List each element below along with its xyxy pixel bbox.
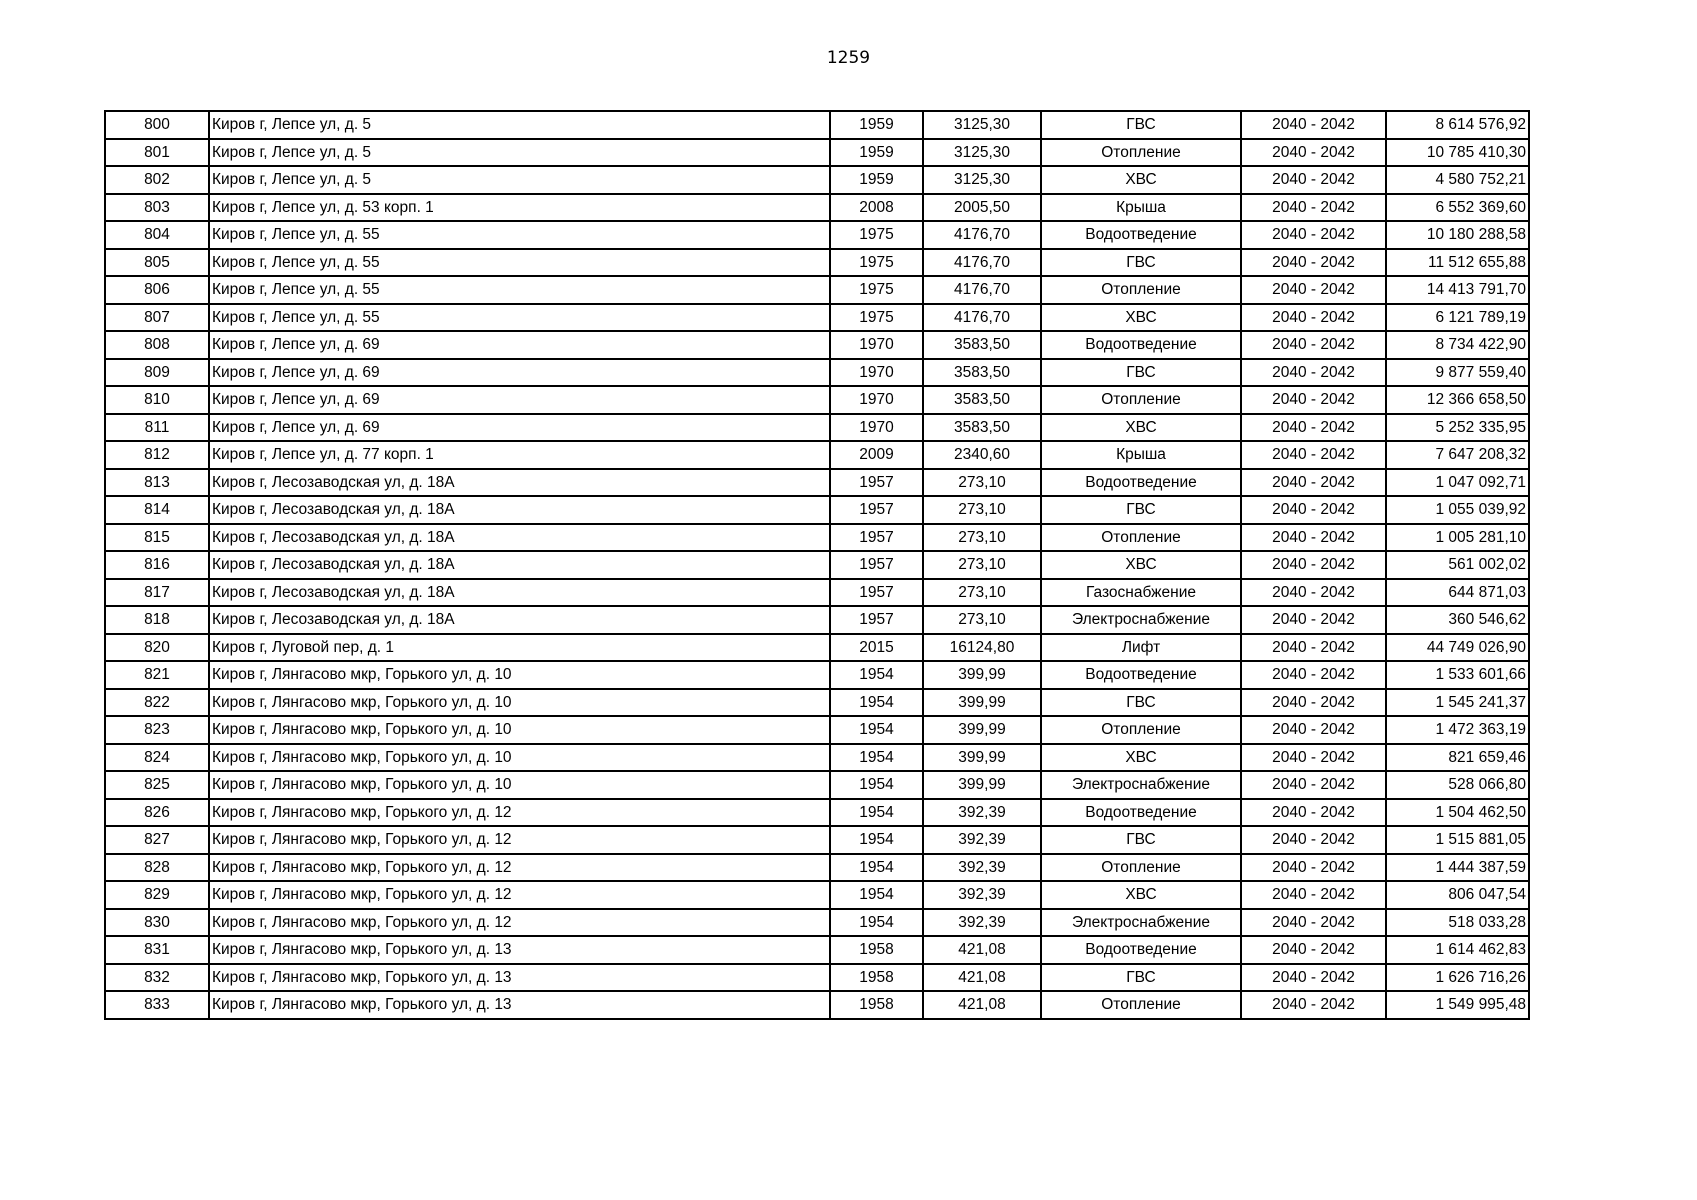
year-cell: 1958 <box>830 991 923 1019</box>
period-cell: 2040 - 2042 <box>1241 991 1386 1019</box>
address-cell: Киров г, Лянгасово мкр, Горького ул, д. 12 <box>209 909 830 937</box>
work-type-cell: Электроснабжение <box>1041 606 1241 634</box>
table-row <box>105 359 1529 387</box>
row-number-cell: 825 <box>105 771 209 799</box>
row-number-cell: 809 <box>105 359 209 387</box>
period-cell: 2040 - 2042 <box>1241 854 1386 882</box>
work-type-cell: Водоотведение <box>1041 661 1241 689</box>
table-row <box>105 881 1529 909</box>
cost-cell: 6 121 789,19 <box>1386 304 1529 332</box>
address-cell: Киров г, Лянгасово мкр, Горького ул, д. 13 <box>209 936 830 964</box>
area-cell: 2005,50 <box>923 194 1041 222</box>
row-number-cell: 822 <box>105 689 209 717</box>
cost-cell: 1 515 881,05 <box>1386 826 1529 854</box>
period-cell: 2040 - 2042 <box>1241 331 1386 359</box>
work-type-cell: Отопление <box>1041 991 1241 1019</box>
cost-cell: 644 871,03 <box>1386 579 1529 607</box>
address-cell: Киров г, Лесозаводская ул, д. 18А <box>209 551 830 579</box>
year-cell: 1957 <box>830 469 923 497</box>
area-cell: 4176,70 <box>923 304 1041 332</box>
area-cell: 16124,80 <box>923 634 1041 662</box>
period-cell: 2040 - 2042 <box>1241 634 1386 662</box>
cost-cell: 561 002,02 <box>1386 551 1529 579</box>
area-cell: 399,99 <box>923 771 1041 799</box>
area-cell: 392,39 <box>923 799 1041 827</box>
cost-cell: 1 626 716,26 <box>1386 964 1529 992</box>
period-cell: 2040 - 2042 <box>1241 964 1386 992</box>
table-row <box>105 606 1529 634</box>
table-row <box>105 744 1529 772</box>
year-cell: 1975 <box>830 276 923 304</box>
year-cell: 1954 <box>830 771 923 799</box>
period-cell: 2040 - 2042 <box>1241 496 1386 524</box>
table-row <box>105 689 1529 717</box>
address-cell: Киров г, Лепсе ул, д. 77 корп. 1 <box>209 441 830 469</box>
work-type-cell: ХВС <box>1041 166 1241 194</box>
row-number-cell: 801 <box>105 139 209 167</box>
work-type-cell: Водоотведение <box>1041 331 1241 359</box>
table-row <box>105 799 1529 827</box>
table-row <box>105 524 1529 552</box>
row-number-cell: 826 <box>105 799 209 827</box>
address-cell: Киров г, Лепсе ул, д. 69 <box>209 331 830 359</box>
cost-cell: 8 734 422,90 <box>1386 331 1529 359</box>
year-cell: 1958 <box>830 936 923 964</box>
work-type-cell: Газоснабжение <box>1041 579 1241 607</box>
row-number-cell: 832 <box>105 964 209 992</box>
table-row <box>105 111 1529 139</box>
work-type-cell: ГВС <box>1041 496 1241 524</box>
area-cell: 392,39 <box>923 881 1041 909</box>
cost-cell: 1 055 039,92 <box>1386 496 1529 524</box>
table-row <box>105 249 1529 277</box>
year-cell: 2015 <box>830 634 923 662</box>
address-cell: Киров г, Лянгасово мкр, Горького ул, д. 10 <box>209 744 830 772</box>
address-cell: Киров г, Лянгасово мкр, Горького ул, д. 10 <box>209 661 830 689</box>
period-cell: 2040 - 2042 <box>1241 414 1386 442</box>
year-cell: 1957 <box>830 496 923 524</box>
table-row <box>105 854 1529 882</box>
table-row <box>105 716 1529 744</box>
cost-cell: 10 180 288,58 <box>1386 221 1529 249</box>
area-cell: 273,10 <box>923 551 1041 579</box>
row-number-cell: 830 <box>105 909 209 937</box>
address-cell: Киров г, Лянгасово мкр, Горького ул, д. 12 <box>209 854 830 882</box>
area-cell: 273,10 <box>923 469 1041 497</box>
cost-cell: 806 047,54 <box>1386 881 1529 909</box>
address-cell: Киров г, Лепсе ул, д. 53 корп. 1 <box>209 194 830 222</box>
period-cell: 2040 - 2042 <box>1241 441 1386 469</box>
period-cell: 2040 - 2042 <box>1241 771 1386 799</box>
area-cell: 273,10 <box>923 496 1041 524</box>
area-cell: 2340,60 <box>923 441 1041 469</box>
address-cell: Киров г, Лянгасово мкр, Горького ул, д. 12 <box>209 799 830 827</box>
work-type-cell: Отопление <box>1041 139 1241 167</box>
row-number-cell: 815 <box>105 524 209 552</box>
cost-cell: 10 785 410,30 <box>1386 139 1529 167</box>
period-cell: 2040 - 2042 <box>1241 276 1386 304</box>
cost-cell: 8 614 576,92 <box>1386 111 1529 139</box>
cost-cell: 6 552 369,60 <box>1386 194 1529 222</box>
row-number-cell: 814 <box>105 496 209 524</box>
area-cell: 392,39 <box>923 854 1041 882</box>
table-row <box>105 304 1529 332</box>
area-cell: 421,08 <box>923 991 1041 1019</box>
cost-cell: 528 066,80 <box>1386 771 1529 799</box>
cost-cell: 360 546,62 <box>1386 606 1529 634</box>
year-cell: 1954 <box>830 909 923 937</box>
work-type-cell: Крыша <box>1041 194 1241 222</box>
cost-cell: 4 580 752,21 <box>1386 166 1529 194</box>
cost-cell: 821 659,46 <box>1386 744 1529 772</box>
period-cell: 2040 - 2042 <box>1241 909 1386 937</box>
work-type-cell: Крыша <box>1041 441 1241 469</box>
address-cell: Киров г, Лепсе ул, д. 5 <box>209 166 830 194</box>
year-cell: 1957 <box>830 606 923 634</box>
row-number-cell: 829 <box>105 881 209 909</box>
period-cell: 2040 - 2042 <box>1241 469 1386 497</box>
row-number-cell: 821 <box>105 661 209 689</box>
work-type-cell: ГВС <box>1041 249 1241 277</box>
year-cell: 1954 <box>830 744 923 772</box>
row-number-cell: 818 <box>105 606 209 634</box>
work-type-cell: ХВС <box>1041 551 1241 579</box>
area-cell: 3583,50 <box>923 414 1041 442</box>
address-cell: Киров г, Лепсе ул, д. 69 <box>209 414 830 442</box>
cost-cell: 1 472 363,19 <box>1386 716 1529 744</box>
area-cell: 273,10 <box>923 524 1041 552</box>
table-row <box>105 441 1529 469</box>
work-type-cell: ГВС <box>1041 359 1241 387</box>
year-cell: 1954 <box>830 854 923 882</box>
work-type-cell: ХВС <box>1041 414 1241 442</box>
address-cell: Киров г, Лянгасово мкр, Горького ул, д. 12 <box>209 881 830 909</box>
table-row <box>105 331 1529 359</box>
year-cell: 1954 <box>830 881 923 909</box>
row-number-cell: 833 <box>105 991 209 1019</box>
row-number-cell: 811 <box>105 414 209 442</box>
work-type-cell: Отопление <box>1041 386 1241 414</box>
cost-cell: 1 504 462,50 <box>1386 799 1529 827</box>
cost-cell: 11 512 655,88 <box>1386 249 1529 277</box>
address-cell: Киров г, Лесозаводская ул, д. 18А <box>209 579 830 607</box>
year-cell: 1954 <box>830 716 923 744</box>
cost-cell: 7 647 208,32 <box>1386 441 1529 469</box>
year-cell: 1975 <box>830 249 923 277</box>
year-cell: 1959 <box>830 139 923 167</box>
period-cell: 2040 - 2042 <box>1241 524 1386 552</box>
table-row <box>105 139 1529 167</box>
year-cell: 1957 <box>830 551 923 579</box>
address-cell: Киров г, Лепсе ул, д. 55 <box>209 276 830 304</box>
address-cell: Киров г, Лепсе ул, д. 69 <box>209 386 830 414</box>
cost-cell: 1 444 387,59 <box>1386 854 1529 882</box>
year-cell: 1975 <box>830 304 923 332</box>
cost-cell: 1 549 995,48 <box>1386 991 1529 1019</box>
year-cell: 1958 <box>830 964 923 992</box>
period-cell: 2040 - 2042 <box>1241 689 1386 717</box>
period-cell: 2040 - 2042 <box>1241 826 1386 854</box>
table-row <box>105 826 1529 854</box>
address-cell: Киров г, Луговой пер, д. 1 <box>209 634 830 662</box>
cost-cell: 44 749 026,90 <box>1386 634 1529 662</box>
table-row <box>105 579 1529 607</box>
table-row <box>105 496 1529 524</box>
cost-cell: 1 005 281,10 <box>1386 524 1529 552</box>
cost-cell: 12 366 658,50 <box>1386 386 1529 414</box>
work-type-cell: Отопление <box>1041 276 1241 304</box>
cost-cell: 518 033,28 <box>1386 909 1529 937</box>
area-cell: 3125,30 <box>923 111 1041 139</box>
work-type-cell: Отопление <box>1041 524 1241 552</box>
work-type-cell: ХВС <box>1041 304 1241 332</box>
year-cell: 1957 <box>830 579 923 607</box>
row-number-cell: 804 <box>105 221 209 249</box>
table-row <box>105 386 1529 414</box>
cost-cell: 14 413 791,70 <box>1386 276 1529 304</box>
area-cell: 4176,70 <box>923 249 1041 277</box>
address-cell: Киров г, Лесозаводская ул, д. 18А <box>209 606 830 634</box>
year-cell: 1954 <box>830 689 923 717</box>
work-type-cell: ГВС <box>1041 111 1241 139</box>
row-number-cell: 817 <box>105 579 209 607</box>
period-cell: 2040 - 2042 <box>1241 716 1386 744</box>
area-cell: 399,99 <box>923 661 1041 689</box>
period-cell: 2040 - 2042 <box>1241 304 1386 332</box>
table-row <box>105 964 1529 992</box>
area-cell: 399,99 <box>923 689 1041 717</box>
area-cell: 4176,70 <box>923 276 1041 304</box>
cost-cell: 1 047 092,71 <box>1386 469 1529 497</box>
row-number-cell: 802 <box>105 166 209 194</box>
table-row <box>105 936 1529 964</box>
work-type-cell: ГВС <box>1041 689 1241 717</box>
address-cell: Киров г, Лепсе ул, д. 55 <box>209 304 830 332</box>
table-row <box>105 909 1529 937</box>
work-type-cell: ГВС <box>1041 826 1241 854</box>
area-cell: 3583,50 <box>923 386 1041 414</box>
table-row <box>105 771 1529 799</box>
area-cell: 399,99 <box>923 744 1041 772</box>
row-number-cell: 816 <box>105 551 209 579</box>
area-cell: 273,10 <box>923 606 1041 634</box>
period-cell: 2040 - 2042 <box>1241 881 1386 909</box>
period-cell: 2040 - 2042 <box>1241 606 1386 634</box>
row-number-cell: 827 <box>105 826 209 854</box>
year-cell: 2009 <box>830 441 923 469</box>
year-cell: 1954 <box>830 661 923 689</box>
period-cell: 2040 - 2042 <box>1241 551 1386 579</box>
table-row <box>105 194 1529 222</box>
address-cell: Киров г, Лепсе ул, д. 69 <box>209 359 830 387</box>
period-cell: 2040 - 2042 <box>1241 359 1386 387</box>
area-cell: 421,08 <box>923 936 1041 964</box>
year-cell: 1957 <box>830 524 923 552</box>
address-cell: Киров г, Лепсе ул, д. 5 <box>209 111 830 139</box>
year-cell: 1954 <box>830 826 923 854</box>
row-number-cell: 823 <box>105 716 209 744</box>
area-cell: 4176,70 <box>923 221 1041 249</box>
address-cell: Киров г, Лепсе ул, д. 55 <box>209 221 830 249</box>
period-cell: 2040 - 2042 <box>1241 194 1386 222</box>
address-cell: Киров г, Лянгасово мкр, Горького ул, д. 10 <box>209 716 830 744</box>
table-row <box>105 414 1529 442</box>
area-cell: 3125,30 <box>923 166 1041 194</box>
period-cell: 2040 - 2042 <box>1241 661 1386 689</box>
work-type-cell: ХВС <box>1041 881 1241 909</box>
year-cell: 1970 <box>830 359 923 387</box>
row-number-cell: 813 <box>105 469 209 497</box>
address-cell: Киров г, Лянгасово мкр, Горького ул, д. 10 <box>209 689 830 717</box>
table-row <box>105 469 1529 497</box>
area-cell: 421,08 <box>923 964 1041 992</box>
period-cell: 2040 - 2042 <box>1241 221 1386 249</box>
year-cell: 1959 <box>830 166 923 194</box>
address-cell: Киров г, Лепсе ул, д. 55 <box>209 249 830 277</box>
row-number-cell: 812 <box>105 441 209 469</box>
row-number-cell: 828 <box>105 854 209 882</box>
period-cell: 2040 - 2042 <box>1241 386 1386 414</box>
row-number-cell: 831 <box>105 936 209 964</box>
area-cell: 3583,50 <box>923 359 1041 387</box>
period-cell: 2040 - 2042 <box>1241 744 1386 772</box>
work-type-cell: Электроснабжение <box>1041 909 1241 937</box>
row-number-cell: 803 <box>105 194 209 222</box>
area-cell: 3125,30 <box>923 139 1041 167</box>
work-type-cell: Водоотведение <box>1041 469 1241 497</box>
row-number-cell: 820 <box>105 634 209 662</box>
table-row <box>105 551 1529 579</box>
area-cell: 392,39 <box>923 909 1041 937</box>
work-type-cell: Водоотведение <box>1041 799 1241 827</box>
address-cell: Киров г, Лянгасово мкр, Горького ул, д. 10 <box>209 771 830 799</box>
year-cell: 1975 <box>830 221 923 249</box>
work-type-cell: Отопление <box>1041 854 1241 882</box>
work-type-cell: ХВС <box>1041 744 1241 772</box>
area-cell: 273,10 <box>923 579 1041 607</box>
page-number: 1259 <box>826 48 871 68</box>
period-cell: 2040 - 2042 <box>1241 579 1386 607</box>
table-body <box>105 111 1529 1019</box>
address-cell: Киров г, Лесозаводская ул, д. 18А <box>209 469 830 497</box>
cost-cell: 1 614 462,83 <box>1386 936 1529 964</box>
row-number-cell: 807 <box>105 304 209 332</box>
row-number-cell: 810 <box>105 386 209 414</box>
address-cell: Киров г, Лянгасово мкр, Горького ул, д. 13 <box>209 991 830 1019</box>
cost-cell: 1 533 601,66 <box>1386 661 1529 689</box>
area-cell: 399,99 <box>923 716 1041 744</box>
row-number-cell: 824 <box>105 744 209 772</box>
table-row <box>105 221 1529 249</box>
work-type-cell: Водоотведение <box>1041 221 1241 249</box>
year-cell: 1970 <box>830 386 923 414</box>
row-number-cell: 806 <box>105 276 209 304</box>
period-cell: 2040 - 2042 <box>1241 139 1386 167</box>
year-cell: 1970 <box>830 414 923 442</box>
period-cell: 2040 - 2042 <box>1241 111 1386 139</box>
row-number-cell: 800 <box>105 111 209 139</box>
address-cell: Киров г, Лепсе ул, д. 5 <box>209 139 830 167</box>
period-cell: 2040 - 2042 <box>1241 799 1386 827</box>
work-type-cell: Отопление <box>1041 716 1241 744</box>
year-cell: 1954 <box>830 799 923 827</box>
works-table <box>104 110 1530 1020</box>
address-cell: Киров г, Лянгасово мкр, Горького ул, д. 13 <box>209 964 830 992</box>
row-number-cell: 808 <box>105 331 209 359</box>
row-number-cell: 805 <box>105 249 209 277</box>
table-row <box>105 661 1529 689</box>
work-type-cell: ГВС <box>1041 964 1241 992</box>
table-row <box>105 276 1529 304</box>
year-cell: 1959 <box>830 111 923 139</box>
cost-cell: 1 545 241,37 <box>1386 689 1529 717</box>
year-cell: 2008 <box>830 194 923 222</box>
table-row <box>105 634 1529 662</box>
work-type-cell: Лифт <box>1041 634 1241 662</box>
period-cell: 2040 - 2042 <box>1241 166 1386 194</box>
address-cell: Киров г, Лянгасово мкр, Горького ул, д. 12 <box>209 826 830 854</box>
table-row <box>105 166 1529 194</box>
cost-cell: 5 252 335,95 <box>1386 414 1529 442</box>
work-type-cell: Электроснабжение <box>1041 771 1241 799</box>
work-type-cell: Водоотведение <box>1041 936 1241 964</box>
period-cell: 2040 - 2042 <box>1241 249 1386 277</box>
address-cell: Киров г, Лесозаводская ул, д. 18А <box>209 524 830 552</box>
address-cell: Киров г, Лесозаводская ул, д. 18А <box>209 496 830 524</box>
cost-cell: 9 877 559,40 <box>1386 359 1529 387</box>
year-cell: 1970 <box>830 331 923 359</box>
area-cell: 3583,50 <box>923 331 1041 359</box>
area-cell: 392,39 <box>923 826 1041 854</box>
period-cell: 2040 - 2042 <box>1241 936 1386 964</box>
table-row <box>105 991 1529 1019</box>
